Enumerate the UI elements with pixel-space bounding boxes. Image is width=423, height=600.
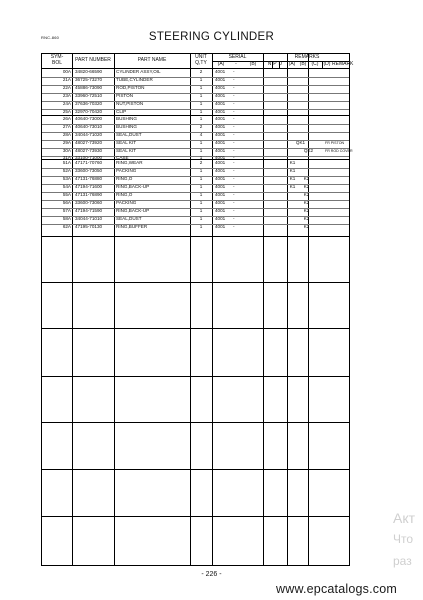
row-part-name: NUT,PISTON: [116, 101, 144, 106]
row-serial-a: 4001: [215, 208, 226, 213]
row-part-name: PACKING: [116, 168, 137, 173]
row-part-name: RING,O: [116, 192, 133, 197]
row-qty: 1: [199, 93, 203, 98]
row-part-name: RING,BUFFER: [116, 224, 148, 229]
row-serial-dash: -: [233, 192, 235, 197]
row-serial-a: 4001: [215, 69, 226, 74]
row-remark-a: K1: [289, 176, 296, 181]
row-part-number: 40640-73000: [75, 116, 103, 121]
row-part-name: RING,BACK-UP: [116, 184, 150, 189]
row-serial-a: 4001: [215, 155, 226, 160]
row-part-number: 37636-70320: [75, 101, 103, 106]
row-qty: 1: [199, 85, 203, 90]
row-remark-b: K2: [303, 184, 310, 189]
row-qty: 1: [199, 77, 203, 82]
row-serial-dash: -: [233, 200, 235, 205]
row-serial-dash: -: [233, 148, 235, 153]
row-serial-dash: -: [233, 184, 235, 189]
row-part-name: PACKING: [116, 200, 137, 205]
row-symbol: 28A: [62, 132, 71, 137]
row-part-name: PISTON: [116, 93, 134, 98]
page-title: STEERING CYLINDER: [148, 31, 275, 43]
row-serial-dash: -: [233, 224, 235, 229]
row-part-number: 34820-66590: [75, 69, 103, 74]
row-part-number: 47194-71600: [75, 184, 103, 189]
header-part-name: PART NAME: [137, 57, 167, 63]
watermark-text: раз: [393, 554, 412, 568]
website-url: www.epcatalogs.com: [275, 582, 397, 596]
row-qty: 1: [199, 101, 203, 106]
row-serial-a: 4001: [215, 140, 226, 145]
row-serial-dash: -: [233, 160, 235, 165]
row-qty: 2: [199, 160, 203, 165]
row-part-number: 47131-76880: [75, 176, 103, 181]
row-symbol: 54A: [62, 184, 71, 189]
row-part-number: 33960-72510: [75, 93, 103, 98]
row-part-name: CYLINDER ASSY,OIL: [116, 69, 161, 74]
row-remark-a: K1: [289, 168, 296, 173]
row-remark-b: K2: [303, 224, 310, 229]
header-part-number: PART NUMBER: [75, 57, 111, 63]
row-serial-dash: -: [233, 69, 235, 74]
row-qty: 1: [199, 216, 203, 221]
group-line: [42, 422, 349, 423]
row-symbol: 22A: [62, 85, 71, 90]
header-unit-qty: UNIT Q,TY: [195, 54, 207, 66]
header-remark-a: (A): [288, 61, 296, 67]
row-serial-a: 4001: [215, 101, 226, 106]
row-symbol: 25A: [62, 109, 71, 114]
row-part-name: SEAL,DUST: [116, 216, 142, 221]
watermark-text: Акт: [393, 510, 416, 526]
row-qty: 2: [199, 124, 203, 129]
row-remark-b: QK1: [295, 140, 306, 145]
header-remarks: REMARKS: [294, 54, 320, 60]
row-symbol: 27A: [62, 124, 71, 129]
group-line: [42, 282, 349, 283]
row-serial-a: 4001: [215, 184, 226, 189]
row-part-name: RING,O: [116, 176, 133, 181]
header-serial-a: (A): [217, 61, 225, 67]
row-remark-b: K2: [303, 216, 310, 221]
row-qty: 1: [199, 192, 203, 197]
row-part-number: 33600-73060: [75, 200, 103, 205]
row-symbol: 29A: [62, 140, 71, 145]
row-qty: 1: [199, 155, 203, 160]
row-part-number: 34044-71010: [75, 216, 103, 221]
row-remark: FR ROD COVER: [325, 149, 353, 153]
row-symbol: 00A: [62, 69, 71, 74]
row-part-number: 34044-71020: [75, 132, 103, 137]
row-serial-a: 4001: [215, 224, 226, 229]
row-part-name: BUSHING: [116, 124, 137, 129]
row-part-number: 48027-73920: [75, 140, 103, 145]
row-symbol: 21A: [62, 77, 71, 82]
row-serial-dash: -: [233, 132, 235, 137]
group-line: [42, 469, 349, 470]
row-symbol: 53A: [62, 176, 71, 181]
row-remark-a: K1: [289, 184, 296, 189]
row-qty: 1: [199, 224, 203, 229]
row-qty: 1: [199, 148, 203, 153]
header-npd: N P D: [267, 61, 283, 67]
row-serial-dash: -: [233, 140, 235, 145]
watermark-text: Что: [393, 532, 414, 546]
row-qty: 1: [199, 116, 203, 121]
header-remark-d: (D): [323, 61, 331, 67]
row-part-name: ROD,PISTON: [116, 85, 145, 90]
row-remark-c: QK2: [303, 148, 314, 153]
group-line: [42, 328, 349, 329]
row-qty: 1: [199, 168, 203, 173]
row-serial-a: 4001: [215, 176, 226, 181]
row-symbol: 31A: [62, 155, 71, 160]
row-serial-a: 4001: [215, 77, 226, 82]
group-line: [42, 376, 349, 377]
row-part-number: 47131-76890: [75, 192, 103, 197]
row-symbol: 52A: [62, 168, 71, 173]
row-symbol: 24A: [62, 101, 71, 106]
row-serial-a: 4001: [215, 168, 226, 173]
row-symbol: 30A: [62, 148, 71, 153]
group-line: [42, 516, 349, 517]
row-part-number: 33100-71000: [75, 155, 103, 160]
row-part-number: 36725-73270: [75, 77, 103, 82]
row-part-name: SEAL,DUST: [116, 132, 142, 137]
row-part-name: SEAL KIT: [116, 140, 136, 145]
row-symbol: 56A: [62, 200, 71, 205]
row-part-number: 33600-73050: [75, 168, 103, 173]
header-serial: SERIAL: [228, 54, 247, 60]
row-serial-dash: -: [233, 216, 235, 221]
document-code: RNC-860: [41, 35, 60, 40]
header-symbol: SYM- BOL: [50, 54, 64, 66]
row-part-name: CASE: [116, 155, 129, 160]
row-part-name: CLIP: [116, 109, 127, 114]
row-serial-a: 4001: [215, 192, 226, 197]
row-serial-dash: -: [233, 93, 235, 98]
row-qty: 1: [199, 109, 203, 114]
row-qty: 1: [199, 140, 203, 145]
row-remark: FR PISTON: [325, 141, 345, 145]
row-serial-dash: -: [233, 109, 235, 114]
row-serial-a: 4001: [215, 124, 226, 129]
header-remark-text: REMARK: [332, 61, 354, 67]
row-serial-dash: -: [233, 176, 235, 181]
row-qty: 1: [199, 208, 203, 213]
row-part-name: RING,WEAR: [116, 160, 143, 165]
row-serial-dash: -: [233, 208, 235, 213]
row-qty: 4: [199, 132, 203, 137]
row-part-number: 32970-70420: [75, 109, 103, 114]
row-part-number: 47194-71590: [75, 208, 103, 213]
row-qty: 2: [199, 69, 203, 74]
row-serial-dash: -: [233, 101, 235, 106]
row-serial-a: 4001: [215, 109, 226, 114]
row-serial-a: 4001: [215, 216, 226, 221]
table-row: [42, 223, 349, 232]
row-serial-a: 4001: [215, 148, 226, 153]
row-part-name: BUSHING: [116, 116, 137, 121]
row-serial-dash: -: [233, 85, 235, 90]
row-remark-b: K2: [303, 176, 310, 181]
parts-table: [41, 53, 354, 566]
row-symbol: 26A: [62, 116, 71, 121]
row-part-number: 48027-73930: [75, 148, 103, 153]
row-part-number: 45886-73090: [75, 85, 103, 90]
row-part-name: RING,BACK-UP: [116, 208, 150, 213]
row-remark-a: K1: [289, 160, 296, 165]
row-part-number: 47171-70760: [75, 160, 103, 165]
group-line: [42, 236, 349, 237]
row-serial-a: 4001: [215, 85, 226, 90]
row-serial-a: 4001: [215, 200, 226, 205]
row-qty: 1: [199, 184, 203, 189]
row-symbol: 55A: [62, 192, 71, 197]
row-remark-b: K2: [303, 208, 310, 213]
row-qty: 1: [199, 176, 203, 181]
row-symbol: 51A: [62, 160, 71, 165]
row-part-name: SEAL KIT: [116, 148, 136, 153]
row-serial-a: 4001: [215, 160, 226, 165]
row-part-number: 47195-70130: [75, 224, 103, 229]
row-symbol: 23A: [62, 93, 71, 98]
row-serial-a: 4001: [215, 132, 226, 137]
page-number: - 226 -: [201, 571, 222, 578]
row-qty: 1: [199, 200, 203, 205]
row-part-number: 40640-73010: [75, 124, 103, 129]
row-symbol: 57A: [62, 208, 71, 213]
row-symbol: 58A: [62, 216, 71, 221]
header-serial-dash: -: [235, 61, 237, 67]
row-serial-dash: -: [233, 168, 235, 173]
header-remark-c: (C): [311, 61, 319, 67]
header-remark-b: (B): [299, 61, 307, 67]
header-serial-b: (B): [249, 61, 257, 67]
row-remark-b: K2: [303, 192, 310, 197]
row-serial-dash: -: [233, 155, 235, 160]
row-symbol: 62A: [62, 224, 71, 229]
row-serial-a: 4001: [215, 93, 226, 98]
row-serial-a: 4001: [215, 116, 226, 121]
row-remark-b: K2: [303, 200, 310, 205]
row-serial-dash: -: [233, 116, 235, 121]
row-serial-dash: -: [233, 77, 235, 82]
row-part-name: TUBE,CYLINDER: [116, 77, 153, 82]
row-serial-dash: -: [233, 124, 235, 129]
